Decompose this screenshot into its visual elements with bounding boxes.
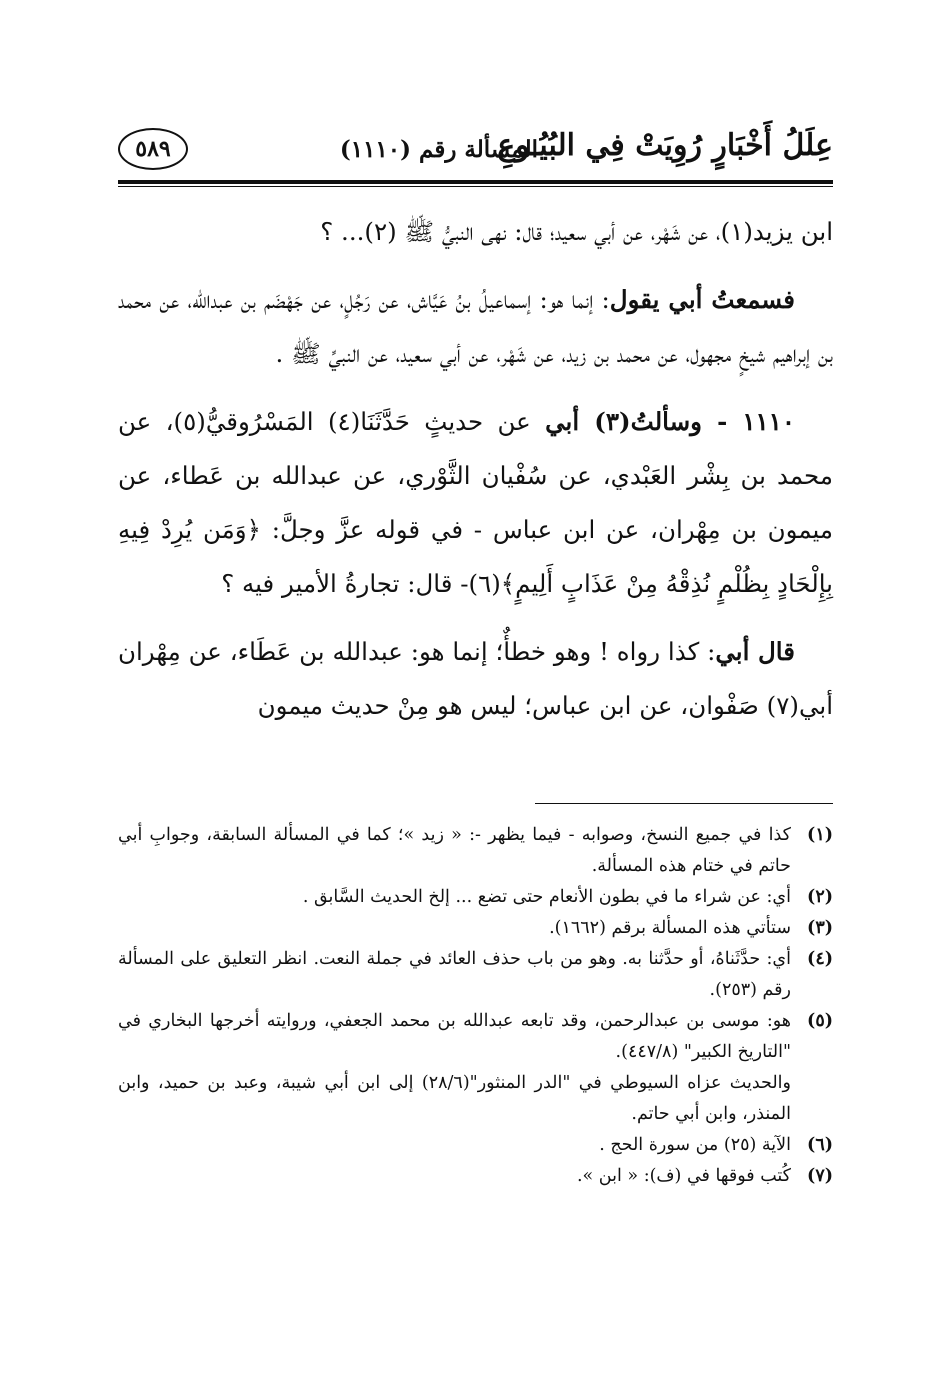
footnote-number: (١) xyxy=(807,825,833,845)
header-rule-thick xyxy=(118,180,833,184)
footnote-number: (٢) xyxy=(807,887,833,907)
paragraph-3: ١١١٠ - وسألتُ(٣) أبي عن حديثٍ حَدَّثَنَا(٤) المَسْرُوقيُّ(٥)، عن محمد بن بِشْر العَبْدي، عن سُفْيان الثَّوْري، عن عبدالله بن عَطاء، عن ميمون بن مِهْران، عن ابن عباس - في قوله عزَّ وجلَّ: ﴿وَمَن يُرِدْ فِيهِ بِإِلْحَادٍ بِظُلْمٍ نُذِقْهُ مِنْ عَذَابٍ أَلِيمٍ﴾(٦)- قال: تجارةُ الأمير فيه ؟ xyxy=(118,407,833,598)
footnote-text: أي: عن شراء ما في بطون الأنعام حتى تضع ... إلخ الحديث السَّابق . xyxy=(302,887,791,907)
book-title: عِلَلُ أَخْبَارٍ رُوِيَتْ فِي البُيُـوعِ xyxy=(497,128,833,163)
footnote-text: كُتب فوقها في (ف): « ابن ». xyxy=(576,1166,791,1186)
footnote-number: (٣) xyxy=(807,918,833,938)
paragraph-1: ابن يزيد(١)، عن شَهْر، عن أبي سعيد؛ قال: نهى النبيُّ ﷺ (٢)... ؟ xyxy=(320,217,833,246)
footnote-2 xyxy=(118,882,833,913)
footnote-number: (٥) xyxy=(807,1011,833,1031)
footnote-text: كذا في جميع النسخ، وصوابه - فيما يظهر -: « زيد »؛ كما في المسألة السابقة، وجوابِ أبي حاتم في ختام هذه المسألة. xyxy=(118,825,791,876)
footnotes xyxy=(118,820,833,1192)
issue-label: المسألة رقم (١١١٠) xyxy=(339,136,538,163)
footnote-separator xyxy=(535,803,833,804)
footnote-text: هو: موسى بن عبدالرحمن، وقد تابعه عبدالله بن محمد الجعفي، وروايته أخرجها البخاري في "التاريخ الكبير" (٤٤٧/٨). xyxy=(118,1011,791,1062)
footnote-5 xyxy=(118,1006,833,1068)
main-text xyxy=(118,205,833,747)
footnote-number: (٦) xyxy=(807,1135,833,1155)
footnote-number: (٧) xyxy=(807,1166,833,1186)
footnote-number: (٤) xyxy=(807,949,833,969)
running-header xyxy=(118,118,833,180)
footnote-text: الآية (٢٥) من سورة الحج . xyxy=(599,1135,791,1155)
footnote-text: أي: حدَّثَناهُ، أو حدَّثنا به. وهو من باب حذف العائد في جملة النعت. انظر التعليق على المسألة رقم (٢٥٣). xyxy=(118,949,791,1000)
speaker-lead: فسمعتُ أبي يقول xyxy=(609,285,795,314)
footnote-text: ستأتي هذه المسألة برقم (١٦٦٢). xyxy=(549,918,791,938)
footnote-3 xyxy=(118,913,833,944)
paragraph-2: فسمعتُ أبي يقول: إنما هو: إسماعيلُ بنُ عَيَّاش، عن رَجُلٍ، عن جَهْضَم بن عبدالله، عن محمد بن إبراهيم شيخٍ مجهول، عن محمد بن زيد، عن شَهْر، عن أبي سعيد، عن النبيِّ ﷺ . xyxy=(118,285,833,368)
footnote-7 xyxy=(118,1161,833,1192)
header-rule-thin xyxy=(118,186,833,187)
speaker-lead: قال أبي xyxy=(715,637,795,666)
footnote-1 xyxy=(118,820,833,882)
page-number: ٥٨٩ xyxy=(118,128,188,170)
footnote-4 xyxy=(118,944,833,1006)
footnote-6 xyxy=(118,1130,833,1161)
footnote-5-continuation: والحديث عزاه السيوطي في "الدر المنثور"(٢٨/٦) إلى ابن أبي شيبة، وعبد بن حميد، وابن المنذر، وابن أبي حاتم. xyxy=(118,1073,791,1124)
issue-number-lead: ١١١٠ - وسألتُ(٣) أبي xyxy=(545,407,795,436)
paragraph-4: قال أبي: كذا رواه ! وهو خطأٌ؛ إنما هو: عبدالله بن عَطَاء، عن مِهْران أبي(٧) صَفْوان، عن ابن عباس؛ ليس هو مِنْ حديث ميمون xyxy=(118,637,833,720)
